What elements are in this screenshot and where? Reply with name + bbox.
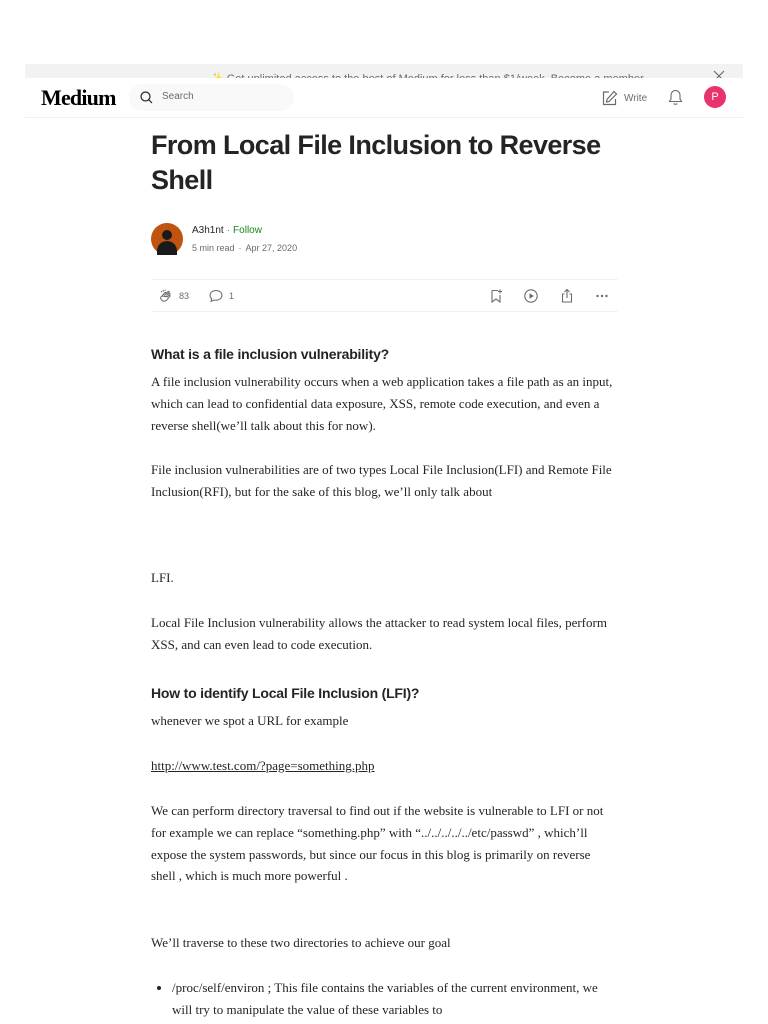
section-heading (151, 684, 618, 702)
article-action-bar (151, 279, 618, 312)
clap-count: 83 (179, 291, 190, 301)
heading-identify-lfi: How to identify Local File Inclusion (LFI)? (151, 685, 420, 701)
share-icon (559, 288, 575, 304)
play-icon (523, 288, 539, 304)
clap-icon (158, 288, 174, 304)
paragraph (151, 932, 618, 954)
bookmark-icon (488, 288, 504, 304)
paragraph (151, 371, 618, 436)
comments-button[interactable] (208, 288, 234, 304)
paragraph-4: Local File Inclusion vulnerability allows the attacker to read system local files, perform XSS, and can even lead to code execution. (151, 615, 607, 652)
search-bar[interactable] (129, 84, 294, 111)
comment-count: 1 (229, 291, 235, 301)
paragraph-3: LFI. (151, 570, 174, 585)
follow-button[interactable]: Follow (233, 225, 262, 236)
paragraph (151, 567, 618, 589)
paragraph-5: whenever we spot a URL for example (151, 713, 349, 728)
paragraph-2: File inclusion vulnerabilities are of two types Local File Inclusion(LFI) and Remote File Inclusion(RFI), but for the sake of this blog, we’ll only talk about (151, 462, 612, 499)
clap-button[interactable] (158, 288, 189, 304)
comment-icon (208, 288, 224, 304)
paragraph-7: We’ll traverse to these two directories to achieve our goal (151, 935, 451, 950)
paragraph-1: A file inclusion vulnerability occurs when a web application takes a file path as an input, which can lead to confidential data exposure, XSS, remote code execution, and even a reverse shell(we’ll talk about this for now). (151, 374, 613, 433)
search-icon (140, 91, 153, 104)
write-button[interactable] (601, 89, 647, 107)
bookmark-button[interactable] (488, 288, 504, 304)
example-url-link[interactable]: http://www.test.com/?page=something.php (151, 758, 375, 773)
search-input[interactable]: Search (162, 91, 194, 102)
publish-date: Apr 27, 2020 (245, 243, 298, 253)
read-time: 5 min read (192, 243, 235, 253)
list-item: • /proc/self/environ ; This file contains the variables of the current environment, we will try to manipulate the value of these variables to (172, 977, 618, 1021)
article-title: From Local File Inclusion to Reverse Shell (151, 130, 601, 195)
paragraph (151, 755, 618, 777)
more-icon (594, 288, 610, 304)
write-icon (601, 90, 618, 107)
article-header (151, 128, 618, 198)
site-header (25, 78, 743, 118)
paragraph (151, 800, 618, 887)
more-options-button[interactable] (594, 288, 610, 304)
heading-file-inclusion: What is a file inclusion vulnerability? (151, 346, 390, 362)
listen-button[interactable] (523, 288, 539, 304)
share-button[interactable] (559, 288, 575, 304)
author-avatar[interactable] (151, 223, 183, 255)
author-info: A3h1nt · Follow 5 min read · Apr 27, 2020 (151, 222, 618, 258)
section-heading (151, 345, 618, 363)
membership-banner (25, 64, 743, 78)
paragraph-6: We can perform directory traversal to find out if the website is vulnerable to LFI or not for example we can replace “something.php” with “../../../../../etc/passwd” , which’ll expose the system passwords, but since our focus in this blog is primarily on reverse shell , which is much more powerful . (151, 803, 604, 884)
paragraph (151, 459, 618, 503)
write-label: Write (624, 92, 648, 104)
paragraph (151, 710, 618, 732)
medium-logo[interactable]: Medium (41, 85, 116, 110)
notifications-bell-icon[interactable] (668, 89, 683, 111)
bullet-list (151, 977, 618, 1021)
user-avatar[interactable]: P (704, 86, 726, 108)
paragraph (151, 612, 618, 656)
author-name[interactable]: A3h1nt (192, 225, 224, 236)
